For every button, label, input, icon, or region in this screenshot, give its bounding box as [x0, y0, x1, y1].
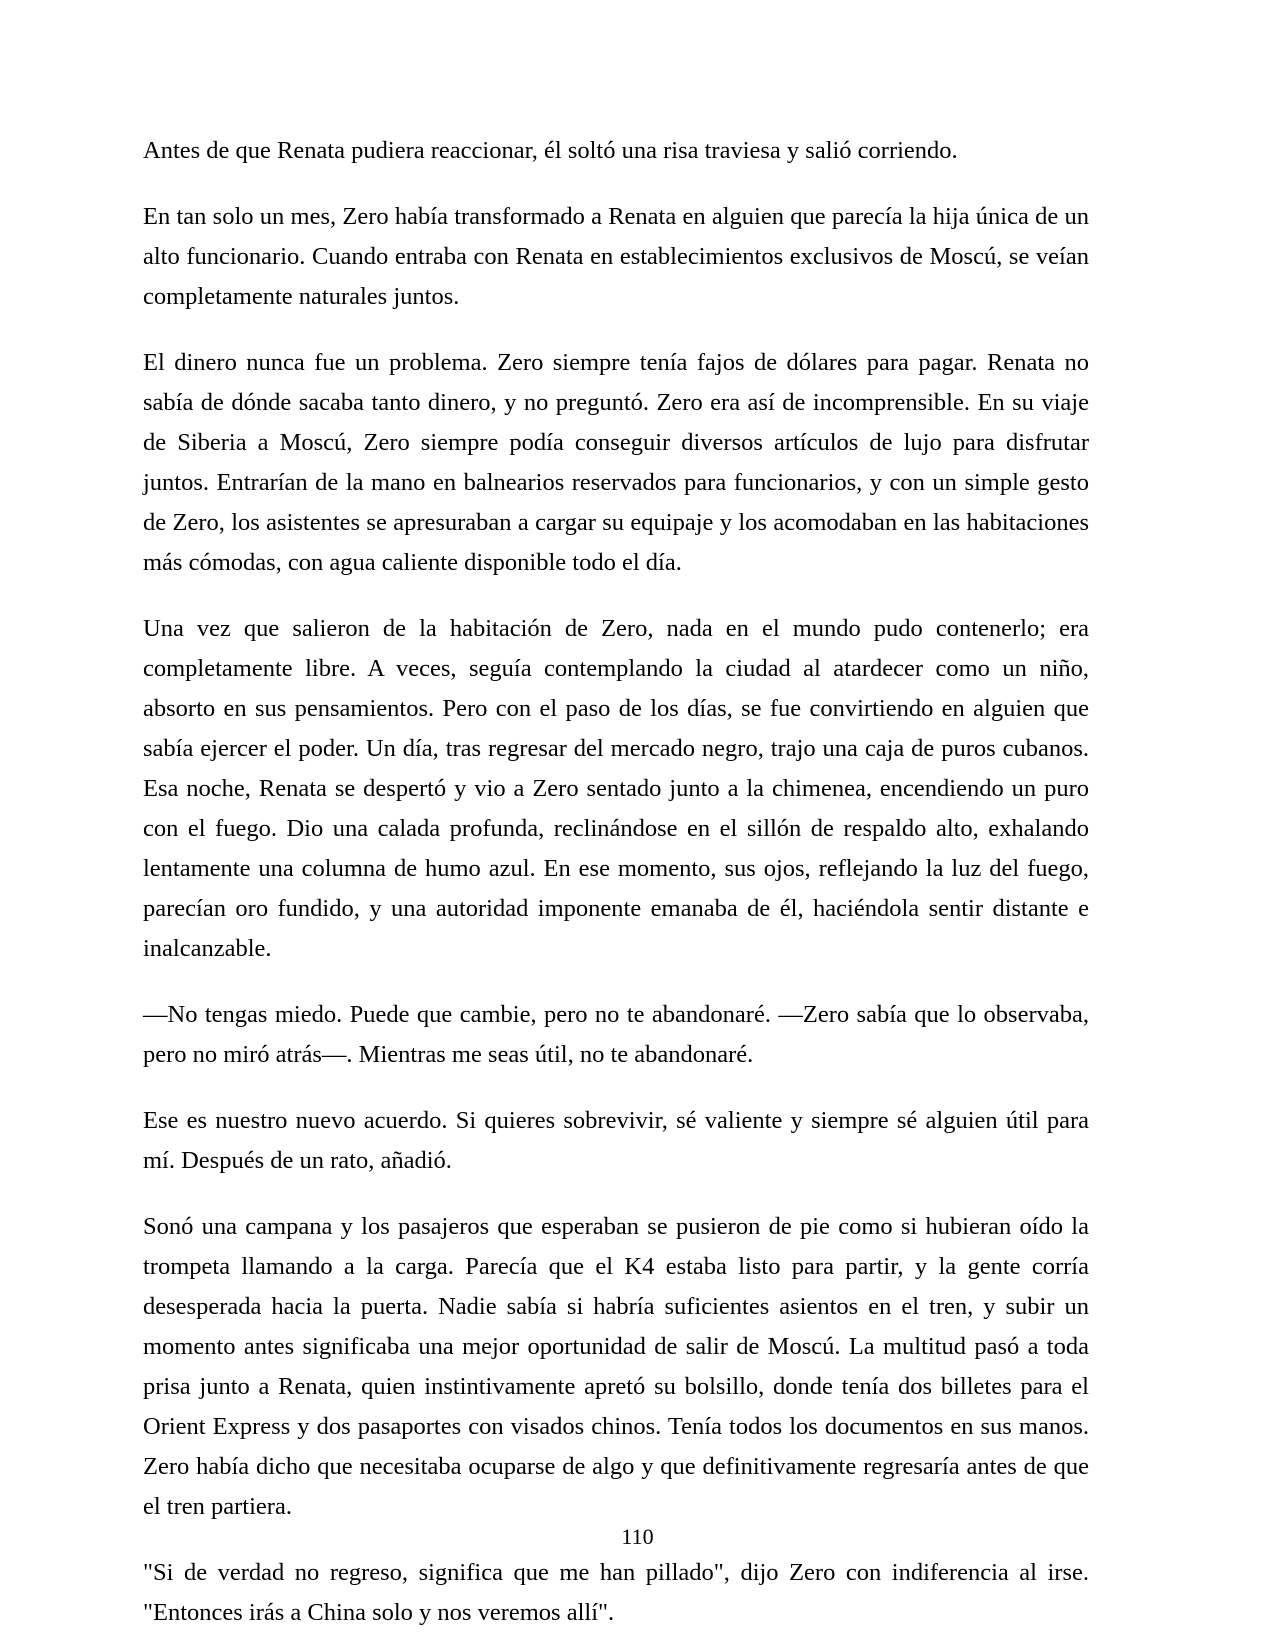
paragraph-5-dialogue: —No tengas miedo. Puede que cambie, pero no te abandonaré. —Zero sabía que lo observaba, pero no miró atrás—. Mientras me seas útil, no te abandonaré.: [143, 1001, 1089, 1068]
paragraph-7: Sonó una campana y los pasajeros que esperaban se pusieron de pie como si hubieran oído la trompeta llamando a la carga. Parecía que el K4 estaba listo para partir, y la gente corría desesperada hacia la puerta. Nadie sabía si habría suficientes asientos en el tren, y subir un momento antes significaba una mejor oportunidad de salir de Moscú. La multitud pasó a toda prisa junto a Renata, quien instintivamente apretó su bolsillo, donde tenía dos billetes para el Orient Express y dos pasaportes con visados chinos. Tenía todos los documentos en sus manos. Zero había dicho que necesitaba ocuparse de algo y que definitivamente regresaría antes de que el tren partiera.: [143, 1213, 1089, 1520]
paragraph-1: Antes de que Renata pudiera reaccionar, él soltó una risa traviesa y salió corriendo.: [143, 137, 958, 164]
paragraph-3: El dinero nunca fue un problema. Zero siempre tenía fajos de dólares para pagar. Renata no sabía de dónde sacaba tanto dinero, y no preguntó. Zero era así de incomprensible. En su viaje de Siberia a Moscú, Zero siempre podía conseguir diversos artículos de lujo para disfrutar juntos. Entrarían de la mano en balnearios reservados para funcionarios, y con un simple gesto de Zero, los asistentes se apresuraban a cargar su equipaje y los acomodaban en las habitaciones más cómodas, con agua caliente disponible todo el día.: [143, 349, 1089, 576]
paragraph-4: Una vez que salieron de la habitación de Zero, nada en el mundo pudo contenerlo; era completamente libre. A veces, seguía contemplando la ciudad al atardecer como un niño, absorto en sus pensamientos. Pero con el paso de los días, se fue convirtiendo en alguien que sabía ejercer el poder. Un día, tras regresar del mercado negro, trajo una caja de puros cubanos. Esa noche, Renata se despertó y vio a Zero sentado junto a la chimenea, encendiendo un puro con el fuego. Dio una calada profunda, reclinándose en el sillón de respaldo alto, exhalando lentamente una columna de humo azul. En ese momento, sus ojos, reflejando la luz del fuego, parecían oro fundido, y una autoridad imponente emanaba de él, haciéndola sentir distante e inalcanzable.: [143, 615, 1089, 962]
paragraph-2: En tan solo un mes, Zero había transformado a Renata en alguien que parecía la hija única de un alto funcionario. Cuando entraba con Renata en establecimientos exclusivos de Moscú, se veían completamente naturales juntos.: [143, 203, 1089, 310]
body-text-column: [143, 131, 1089, 1633]
paragraph-8-quote: "Si de verdad no regreso, significa que me han pillado", dijo Zero con indiferencia al irse. "Entonces irás a China solo y nos veremos allí".: [143, 1559, 1089, 1626]
page-number: 110: [621, 1524, 654, 1549]
paragraph-6: Ese es nuestro nuevo acuerdo. Si quieres sobrevivir, sé valiente y siempre sé alguien útil para mí. Después de un rato, añadió.: [143, 1107, 1089, 1174]
